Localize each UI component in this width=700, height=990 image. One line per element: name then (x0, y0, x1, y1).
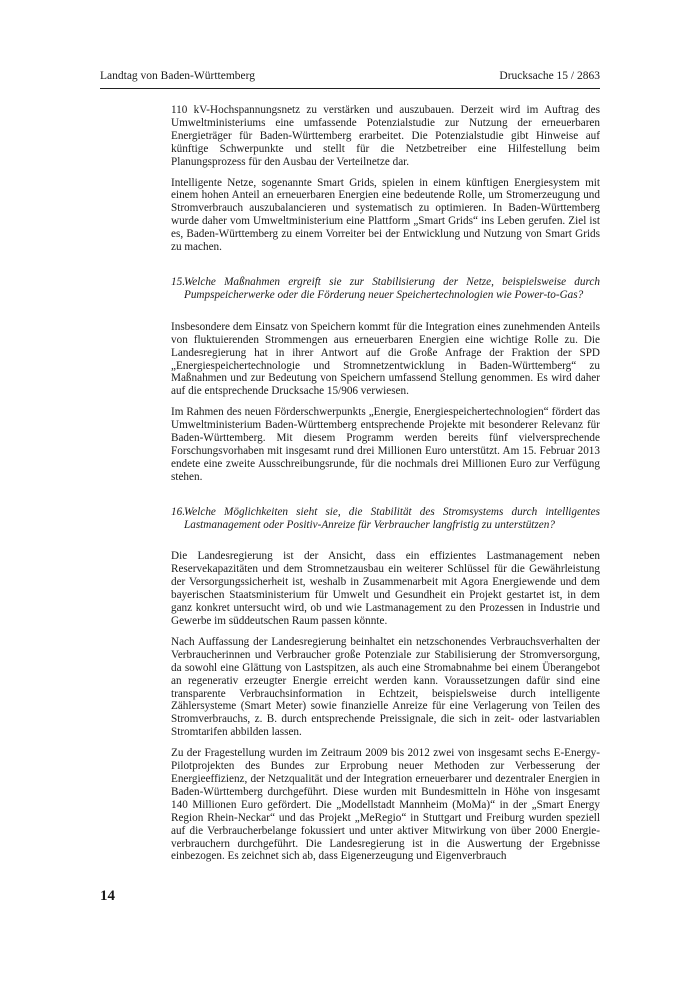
question-16-text: Welche Möglichkeiten sieht sie, die Stabilität des Stromsystems durch intelligentes Lastmanagement oder Positiv-Anreize für Verbraucher langfristig zu unterstützen? (184, 505, 600, 531)
header-document-number: Drucksache 15 / 2863 (499, 70, 600, 82)
paragraph-5: Die Landesregierung ist der Ansicht, dass ein effizientes Lastmanagement neben Reservekapazitäten und dem Stromnetzausbau ein weiterer Schlüssel für die Gewährleistung der Versorgungssicherheit ist, weshalb in Zusammenarbeit mit Agora Energiewende und dem bayerischen Staatsministerium für Umwelt und Gesundheit ein Projekt gestartet ist, in dem ganz konkret untersucht wird, ob und wie Lastmanagement zu den Prozessen in Industrie und Gewerbe im süddeutschen Raum passen könnte. (171, 550, 600, 627)
page-number: 14 (100, 888, 115, 904)
header-divider (100, 88, 600, 89)
question-15-number: 15. (171, 275, 185, 288)
page-header (100, 70, 600, 86)
paragraph-1: 110 kV-Hochspannungsnetz zu verstärken und auszubauen. Derzeit wird im Auftrag des Umweltministeriums eine umfassende Potenzialstudie zur Nutzung der erneuerbaren Energieträger für Baden-Württemberg erarbeitet. Die Potenzialstudie gibt Hinweise auf künftige Schwerpunkte und stellt für die Netzbetreiber eine Hilfestellung beim Planungsprozess für den Ausbau der Verteilnetze dar. (171, 104, 600, 168)
question-15-text: Welche Maßnahmen ergreift sie zur Stabilisierung der Netze, beispielsweise durch Pumpspeicherwerke oder die Förderung neuer Speichertechnologien wie Power-to-Gas? (184, 275, 600, 301)
paragraph-4: Im Rahmen des neuen Förderschwerpunkts „Energie, Energiespeichertechnologien“ fördert das Umweltministerium Baden-Württemberg entsprechende Projekte mit besonderer Relevanz für Baden-Württemberg. Mit diesem Programm werden bereits fünf vielversprechende Forschungsvorhaben mit insgesamt rund drei Millionen Euro unterstützt. Am 15. Februar 2013 endete eine zweite Ausschreibungsrunde, für die nochmals drei Millionen Euro zur Verfügung stehen. (171, 406, 600, 483)
paragraph-7: Zu der Fragestellung wurden im Zeitraum 2009 bis 2012 zwei von insgesamt sechs E-Energy-Pilotprojekten des Bundes zur Erprobung neuer Methoden zur Verbesserung der Energieeffizienz, der Netzqualität und der Integration erneuerbarer und dezentraler Energien in Baden-Württemberg durchgeführt. Diese wurden mit Bundesmitteln in Höhe von insgesamt 140 Millionen Euro gefördert. Die „Modellstadt Mannheim (MoMa)“ in der „Smart Energy Region Rhein-Neckar“ und das Projekt „MeRegio“ in Stuttgart und Freiburg wurden speziell auf die Verbraucherbelange fokussiert und unter aktiver Mitwirkung von über 2000 Energieverbrauchern durchgeführt. Die Landesregierung ist in die Auswertung der Ergebnisse einbezogen. Es zeichnet sich ab, dass Eigenerzeugung und Eigenverbrauch (171, 747, 600, 863)
body-text (171, 104, 600, 871)
question-15 (171, 276, 600, 302)
header-publisher: Landtag von Baden-Württemberg (100, 70, 255, 82)
question-16 (171, 506, 600, 532)
paragraph-6: Nach Auffassung der Landesregierung beinhaltet ein netzschonendes Verbrauchsverhalten der Verbraucherinnen und Verbraucher große Potenziale zur Stabilisierung der Stromversorgung, da sowohl eine Glättung von Lastspitzen, als auch eine Stromabnahme bei einem Überangebot an regenerativ erzeugter Energie erreicht werden kann. Voraussetzungen dafür sind eine transparente Verbrauchsinformation in Echtzeit, beispielsweise durch intelligente Zählersysteme (Smart Meter) sowie finanzielle Anreize für eine Verlagerung von Teilen des Stromverbrauchs, z. B. durch entsprechende Preissignale, die sich in zeit- oder lastvariablen Stromtarifen abbilden lassen. (171, 635, 600, 739)
question-16-number: 16. (171, 505, 185, 518)
paragraph-2: Intelligente Netze, sogenannte Smart Grids, spielen in einem künftigen Energiesystem mit einem hohen Anteil an erneuerbaren Energien eine bedeutende Rolle, um Stromerzeugung und Stromverbrauch auszubalancieren und systematisch zu optimieren. In Baden-Württemberg wurde daher vom Umweltministerium eine Plattform „Smart Grids“ ins Leben gerufen. Ziel ist es, Baden-Württemberg zu einem Vorreiter bei der Entwicklung und Nutzung von Smart Grids zu machen. (171, 176, 600, 254)
paragraph-3: Insbesondere dem Einsatz von Speichern kommt für die Integration eines zunehmenden Anteils von fluktuierenden Strommengen aus erneuerbaren Energien eine wichtige Rolle zu. Die Landesregierung hat in ihrer Antwort auf die Große Anfrage der Fraktion der SPD „Energiespeichertechnologie und Stromnetzentwicklung in Baden-Württemberg“ zu Maßnahmen und zur Bedeutung von Speichern umfassend Stellung genommen. Es wird daher auf die entsprechende Drucksache 15/906 verwiesen. (171, 320, 600, 398)
